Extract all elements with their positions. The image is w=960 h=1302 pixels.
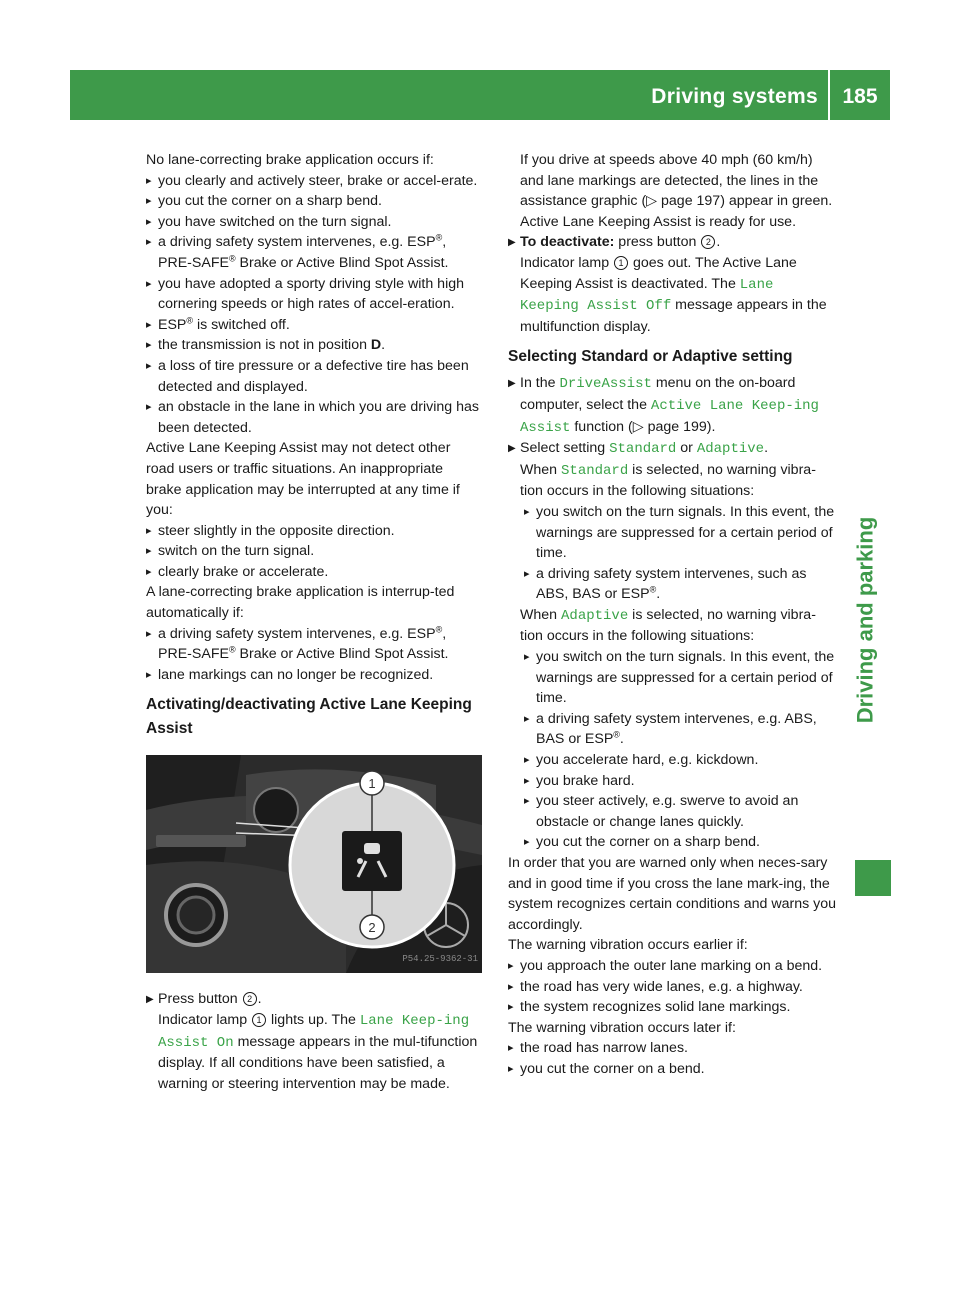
text: . bbox=[619, 731, 624, 748]
text: When bbox=[520, 606, 562, 623]
text: Brake or Active Blind Spot Assist. bbox=[235, 646, 449, 663]
text: a driving safety system intervenes, such as ABS, BAS or ESP bbox=[536, 565, 807, 603]
car-icon bbox=[364, 843, 380, 854]
air-vent-inner bbox=[178, 897, 214, 933]
step-label: To deactivate: bbox=[520, 234, 615, 251]
text: . bbox=[257, 991, 262, 1008]
text: Select setting bbox=[520, 440, 610, 457]
text: message appears in the multifunction display. bbox=[520, 297, 827, 335]
list-item bbox=[146, 624, 482, 665]
list-item: ▸ the system recognizes solid lane markings. bbox=[508, 997, 838, 1018]
marker-1-label: 1 bbox=[368, 776, 376, 792]
text: lights up. The bbox=[267, 1012, 360, 1029]
paragraph: Active Lane Keeping Assist may not detect other road users or traffic situations. An inappropriate brake application may be interrupted at any time if you: bbox=[146, 440, 460, 519]
registered-mark: ® bbox=[649, 584, 657, 595]
text: , PRE-SAFE bbox=[158, 234, 447, 271]
text: . bbox=[381, 337, 386, 354]
text: is switched off. bbox=[193, 316, 290, 333]
list-item: ▸ lane markings can no longer be recognized. bbox=[146, 665, 482, 686]
paragraph: The warning vibration occurs later if: bbox=[508, 1019, 736, 1036]
section-heading: Activating/deactivating Active Lane Keeping Assist bbox=[146, 696, 472, 738]
text: ) appear in green. Active Lane Keeping Assist is ready for use. bbox=[520, 193, 833, 230]
page-number: 185 bbox=[842, 85, 878, 108]
registered-mark: ® bbox=[435, 232, 443, 243]
text: . bbox=[764, 440, 769, 457]
text: . bbox=[716, 234, 721, 251]
text: press button bbox=[614, 234, 701, 251]
text: function ( bbox=[570, 418, 633, 435]
list-item: ▸ the road has narrow lanes. bbox=[508, 1038, 838, 1059]
setting-standard: Standard bbox=[561, 462, 629, 479]
paragraph: The warning vibration occurs earlier if: bbox=[508, 937, 748, 954]
chapter-tab bbox=[840, 120, 890, 850]
instruction-step bbox=[146, 989, 482, 1094]
list-item: ▸ you accelerate hard, e.g. kickdown. bbox=[524, 750, 838, 771]
lamp-ref-1: 1 bbox=[252, 1013, 266, 1027]
text: Indicator lamp bbox=[158, 1012, 252, 1029]
button-ref-2: 2 bbox=[243, 992, 257, 1006]
list-item: ▸ clearly brake or accelerate. bbox=[146, 562, 482, 583]
text: message appears in the mul-tifunction display. If all conditions have been satisfied, a warning or steering intervention may be made. bbox=[158, 1033, 478, 1092]
text: . bbox=[656, 586, 661, 603]
text: Press button bbox=[158, 991, 242, 1008]
list-item: ▸ a loss of tire pressure or a defective tire has been detected and displayed. bbox=[146, 356, 482, 397]
chapter-label: Driving and parking bbox=[852, 516, 877, 724]
registered-mark: ® bbox=[186, 315, 194, 326]
switch-panel bbox=[156, 835, 246, 847]
list-item bbox=[524, 709, 838, 750]
list-item: ▸ you have adopted a sporty driving style with high cornering speeds or high rates of accel-eration. bbox=[146, 274, 482, 315]
list-item: ▸ you cut the corner on a sharp bend. bbox=[524, 832, 838, 853]
list-item: ▸ you approach the outer lane marking on a bend. bbox=[508, 956, 838, 977]
display-message: Lane Keep-ing Assist On bbox=[158, 1013, 470, 1051]
text: ). bbox=[706, 418, 716, 435]
list-item: ▸ you cut the corner on a bend. bbox=[508, 1059, 838, 1080]
registered-mark: ® bbox=[228, 253, 236, 264]
text: menu on the on-board computer, select the bbox=[520, 375, 796, 413]
paragraph bbox=[508, 605, 838, 647]
list-item: ▸ you clearly and actively steer, brake or accel-erate. bbox=[146, 171, 482, 192]
marker-2-label: 2 bbox=[368, 920, 376, 936]
page-reference: ▷ page 197 bbox=[646, 193, 721, 210]
instruction-step bbox=[508, 373, 838, 438]
setting-standard: Standard bbox=[609, 441, 677, 458]
text: , PRE-SAFE bbox=[158, 625, 447, 663]
paragraph: No lane-correcting brake application occurs if: bbox=[146, 152, 434, 168]
instruction-step bbox=[508, 232, 838, 337]
chapter-marker bbox=[855, 860, 891, 896]
gear-position: D bbox=[370, 337, 382, 354]
paragraph: A lane-correcting brake application is interrup-ted automatically if: bbox=[146, 584, 455, 622]
lamp-ref-1: 1 bbox=[614, 256, 628, 270]
section-heading: Selecting Standard or Adaptive setting bbox=[508, 348, 793, 366]
figure-code: P54.25-9362-31 bbox=[402, 953, 478, 964]
lane-keeping-button bbox=[342, 831, 402, 891]
list-item bbox=[146, 335, 482, 356]
text: Brake or Active Blind Spot Assist. bbox=[235, 254, 449, 271]
dashboard-illustration bbox=[146, 755, 482, 973]
registered-mark: ® bbox=[435, 623, 443, 634]
list-item bbox=[146, 232, 482, 273]
paragraph bbox=[508, 150, 838, 232]
dashboard-figure bbox=[146, 755, 482, 973]
list-item bbox=[146, 315, 482, 336]
list-item: ▸ an obstacle in the lane in which you are driving has been detected. bbox=[146, 397, 482, 438]
text: goes out. The Active Lane Keeping Assist is deactivated. The bbox=[520, 254, 797, 292]
setting-adaptive: Adaptive bbox=[696, 441, 765, 458]
indicator-lamp-1 bbox=[357, 858, 363, 864]
list-item: ▸ the road has very wide lanes, e.g. a highway. bbox=[508, 977, 838, 998]
list-item: ▸ switch on the turn signal. bbox=[146, 541, 482, 562]
list-item: ▸ you steer actively, e.g. swerve to avoid an obstacle or change lanes quickly. bbox=[524, 791, 838, 832]
button-ref-2: 2 bbox=[701, 235, 715, 249]
text: If you drive at speeds above 40 mph (60 km/h) and lane markings are detected, the lines in the assistance graphic ( bbox=[520, 152, 819, 210]
text: the transmission is not in position bbox=[158, 337, 371, 354]
right-column bbox=[508, 150, 838, 1080]
page-header bbox=[70, 70, 890, 120]
page-reference: ▷ page 199 bbox=[632, 418, 707, 435]
text: In the bbox=[520, 375, 560, 392]
list-item bbox=[524, 564, 838, 605]
text: Indicator lamp bbox=[520, 254, 614, 271]
paragraph: In order that you are warned only when neces-sary and in good time if you cross the lane mark-ing, the system recognizes certain conditions and warns you accordingly. bbox=[508, 855, 837, 933]
menu-name: DriveAssist bbox=[559, 376, 652, 393]
list-item: ▸ you brake hard. bbox=[524, 771, 838, 792]
function-name: Active Lane Keep-ing Assist bbox=[520, 397, 819, 436]
list-item: ▸ you switch on the turn signals. In this event, the warnings are suppressed for a certain period of time. bbox=[524, 502, 838, 564]
display-message: Lane Keeping Assist Off bbox=[520, 276, 774, 315]
section-title: Driving systems bbox=[651, 85, 818, 108]
registered-mark: ® bbox=[613, 729, 620, 740]
list-item: ▸ you switch on the turn signals. In this event, the warnings are suppressed for a certain period of time. bbox=[524, 647, 838, 709]
text: When bbox=[520, 461, 562, 478]
text: a driving safety system intervenes, e.g. ABS, BAS or ESP bbox=[536, 710, 817, 748]
text: is selected, no warning vibra-tion occurs in the following situations: bbox=[520, 461, 816, 500]
setting-adaptive: Adaptive bbox=[561, 607, 629, 624]
text: or bbox=[676, 440, 697, 457]
chapter-label-wrap bbox=[840, 420, 890, 820]
text: is selected, no warning vibra-tion occurs in the following situations: bbox=[520, 606, 816, 645]
text: a driving safety system intervenes, e.g. ESP bbox=[158, 625, 436, 642]
list-item: ▸ you cut the corner on a sharp bend. bbox=[146, 191, 482, 212]
instruction-step bbox=[508, 438, 838, 502]
list-item: ▸ steer slightly in the opposite direction. bbox=[146, 521, 482, 542]
text: a driving safety system intervenes, e.g. ESP bbox=[158, 234, 436, 251]
text: ESP bbox=[158, 316, 187, 333]
list-item: ▸ you have switched on the turn signal. bbox=[146, 212, 482, 233]
registered-mark: ® bbox=[228, 644, 236, 655]
left-column bbox=[146, 150, 482, 1094]
